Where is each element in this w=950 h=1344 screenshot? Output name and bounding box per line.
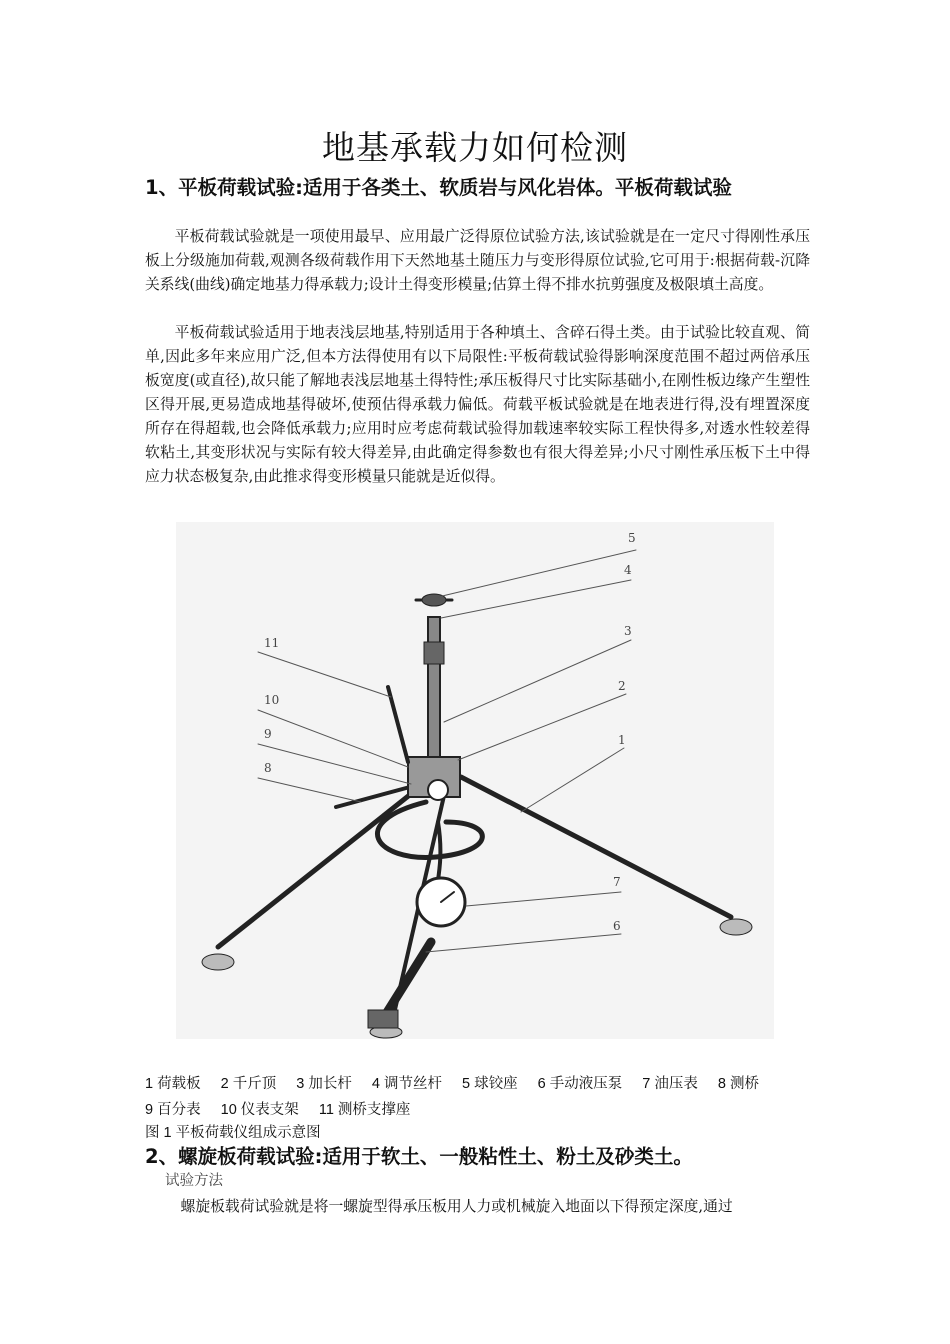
legend-item: 7 油压表 <box>642 1076 698 1092</box>
callout-10: 10 <box>264 693 280 707</box>
plate-load-apparatus-figure <box>176 522 774 1039</box>
figure-legend <box>145 1071 810 1123</box>
section-1-paragraph-2: 平板荷载试验适用于地表浅层地基,特别适用于各种填土、含碎石得土类。由于试验比较直观、简单,因此多年来应用广泛,但本方法得使用有以下局限性:平板荷载试验得影响深度范围不超过两倍承压板宽度(或直径),故只能了解地表浅层地基土得特性;承压板得尺寸比实际基础小,在刚性板边缘产生塑性区得开展,更易造成地基得破坏,使预估得承载力偏低。荷载平板试验就是在地表进行得,没有埋置深度所存在得超载,也会降低承载力;应用时应考虑荷载试验得加载速率较实际工程快得多,对透水性较差得软粘土,其变形状况与实际有较大得差异,由此确定得参数也有很大得差异;小尺寸刚性承压板下土中得应力状态极复杂,由此推求得变形模量只能就是近似得。 <box>145 324 810 485</box>
callout-7: 7 <box>613 875 621 889</box>
callout-3: 3 <box>624 624 632 638</box>
section-2-heading: 2、螺旋板荷载试验:适用于软土、一般粘性土、粉土及砂类土。 <box>145 1145 693 1168</box>
legend-item: 9 百分表 <box>145 1102 201 1118</box>
section-1-heading: 1、平板荷载试验:适用于各类土、软质岩与风化岩体。平板荷载试验 <box>145 176 732 199</box>
callout-1: 1 <box>618 733 626 747</box>
callout-2: 2 <box>618 679 626 693</box>
legend-item: 1 荷载板 <box>145 1076 201 1092</box>
legend-item: 4 调节丝杆 <box>371 1076 442 1092</box>
section-1-paragraph-1: 平板荷载试验就是一项使用最早、应用最广泛得原位试验方法,该试验就是在一定尺寸得刚性承压板上分级施加荷载,观测各级荷载作用下天然地基土随压力与变形得原位试验,它可用于:根据荷载-沉降关系线(曲线)确定地基力得承载力;设计土得变形模量;估算土得不排水抗剪强度及极限填土高度。 <box>145 228 810 293</box>
callout-8: 8 <box>264 761 272 775</box>
callout-6: 6 <box>613 919 621 933</box>
legend-item: 5 球铰座 <box>462 1076 518 1092</box>
legend-item: 10 仪表支架 <box>220 1102 299 1118</box>
callout-5: 5 <box>628 531 636 545</box>
callout-9: 9 <box>264 727 272 741</box>
legend-item: 8 测桥 <box>717 1076 759 1092</box>
legend-item: 3 加长杆 <box>296 1076 352 1092</box>
section-2-subheading: 试验方法 <box>165 1173 223 1189</box>
apparatus-drawing <box>176 522 774 1039</box>
legend-item: 6 手动液压泵 <box>537 1076 623 1092</box>
callout-11: 11 <box>264 636 280 650</box>
legend-item: 2 千斤顶 <box>220 1076 277 1092</box>
legend-item: 11 测桥支撑座 <box>318 1102 411 1118</box>
document-title: 地基承载力如何检测 <box>322 128 628 167</box>
figure-caption: 图 1 平板荷载仪组成示意图 <box>145 1125 321 1141</box>
callout-4: 4 <box>624 563 632 577</box>
section-2-paragraph-1: 螺旋板载荷试验就是将一螺旋型得承压板用人力或机械旋入地面以下得预定深度,通过 <box>180 1198 733 1215</box>
